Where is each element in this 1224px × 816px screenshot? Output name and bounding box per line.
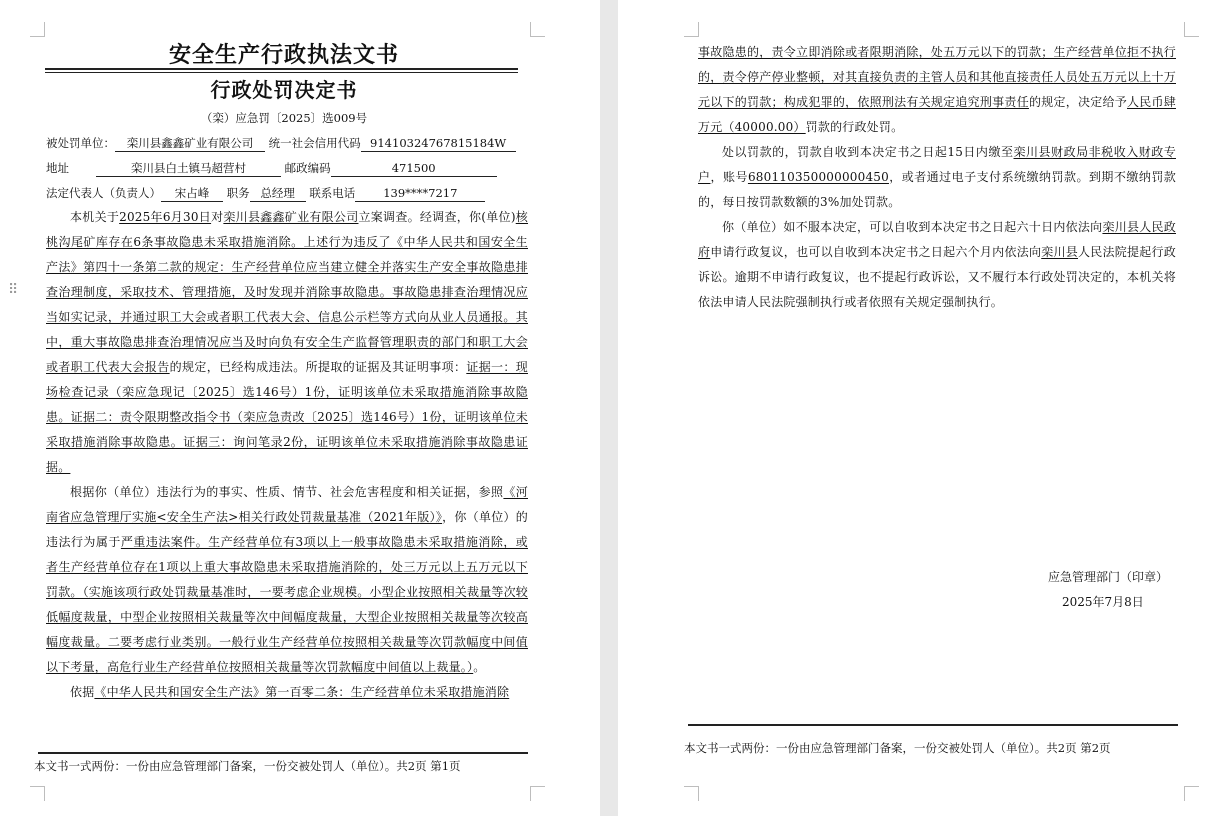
document-title: 安全生产行政执法文书 — [168, 42, 399, 68]
text-run: ，或者通过电子支付系统缴纳罚款。到期不缴纳罚款的，每日按罚款数额的3%加处罚款。 — [698, 170, 1176, 209]
address-value: 栾川县白土镇马超营村 — [96, 161, 281, 177]
text-run: 对 — [211, 210, 224, 224]
position-value: 总经理 — [250, 186, 306, 202]
phone-label: 联系电话 — [309, 186, 356, 200]
company-name-inline: 栾川县鑫鑫矿业有限公司 — [223, 210, 359, 224]
footer-rule — [688, 724, 1178, 726]
crop-mark-bottom-left — [684, 786, 699, 801]
page-footer: 本文书一式两份：一份由应急管理部门备案，一份交被处罚人（单位）。共2页 第2页 — [684, 741, 1111, 755]
violation-facts: 核桃沟尾矿库存在6条事故隐患未采取措施消除。上述行为违反了《中华人民共和国安全生产法》第四十一条第二款的规定：生产经营单位应当建立健全并落实生产安全事故隐患排查治理制度，采取技术、管理措施，及时发现并消除事故隐患。事故隐患排查治理情况应当如实记录，并通过职工大会或者职工代表大会、信息公示栏等方式向从业人员通报。其中，重大事故隐患排查治理情况应当及时向负有安全生产监督管理职责的部门和职工大会或者职工代表大会报告 — [46, 210, 529, 374]
text-run: 立案调查。经调查，你(单位) — [358, 210, 516, 224]
severity-description: 严重违法案件。生产经营单位有3项以上一般事故隐患未采取措施消除，或者生产经营单位存在1项以上重大事故隐患未采取措施消除的，处三万元以上五万元以下罚款。（实施该项行政处罚裁量基准时，一要考虑企业规模。小型企业按照相关裁量等次较低幅度裁量，中型企业按照相关裁量等次中间幅度裁量，大型企业按照相关裁量等次较高幅度裁量。二要考虑行业类别。一般行业生产经营单位按照相关裁量等次罚款幅度中间值以下考量，高危行业生产经营单位按照相关裁量等次罚款幅度中间值以上裁量。） — [46, 535, 529, 674]
paragraph-findings — [46, 205, 528, 480]
party-row — [46, 135, 516, 152]
document-number: （栾）应急罚〔2025〕选009号 — [200, 111, 368, 125]
credit-code-value: 91410324767815184W — [361, 136, 516, 152]
address-label: 地址 — [46, 161, 69, 175]
representative-row — [46, 185, 485, 202]
page-gutter — [600, 0, 618, 816]
signature-date: 2025年7月8日 — [1062, 595, 1144, 609]
text-run: 你（单位）如不服本决定，可以自收到本决定书之日起六十日内依法向 — [722, 220, 1103, 234]
title-rule-thick — [45, 68, 518, 70]
party-label: 被处罚单位： — [46, 136, 115, 150]
representative-label: 法定代表人（负责人） — [46, 186, 161, 200]
penalty-amount: 人民币肆万元（40000.00） — [698, 95, 1176, 134]
phone-value: 139****7217 — [355, 186, 485, 202]
postcode-label: 邮政编码 — [284, 161, 331, 175]
seal-line: 应急管理部门（印章） — [1048, 570, 1169, 584]
crop-mark-bottom-right — [1184, 786, 1199, 801]
document-page-1 — [0, 0, 600, 816]
party-value: 栾川县鑫鑫矿业有限公司 — [115, 136, 265, 152]
address-row — [46, 160, 497, 177]
court-county: 栾川县 — [1041, 245, 1078, 259]
title-rule-thin — [45, 72, 518, 73]
investigation-date: 2025年6月30日 — [119, 210, 212, 224]
text-run: 。 — [473, 660, 486, 674]
body-text-page-2 — [698, 40, 1176, 315]
crop-mark-top-left — [684, 22, 699, 37]
text-run: 的规定，决定给予 — [1028, 95, 1128, 109]
text-run: 依据 — [70, 685, 95, 699]
grip-dots-icon[interactable]: ⠿ — [8, 282, 18, 298]
paragraph-basis — [46, 480, 528, 680]
text-run: 申请行政复议，也可以自收到本决定书之日起六个月内依法向 — [710, 245, 1042, 259]
paragraph-payment — [698, 140, 1176, 215]
text-run: 的规定，已经构成违法。所提取的证据及其证明事项： — [169, 360, 467, 374]
text-run: 罚款的行政处罚。 — [805, 120, 904, 134]
text-run: 本机关于 — [70, 210, 120, 224]
page-footer: 本文书一式两份：一份由应急管理部门备案，一份交被处罚人（单位）。共2页 第1页 — [34, 759, 461, 773]
postcode-value: 471500 — [331, 161, 497, 177]
evidence-list: 证据一：现场检查记录（栾应急现记〔2025〕选146号）1份，证明该单位未采取措施消除事故隐患。证据二：责令限期整改指令书（栾应急责改〔2025〕选146号）1份，证明该单位未采取措施消除事故隐患。证据三：询问笔录2份，证明该单位未采取措施消除事故隐患证据。 — [46, 360, 528, 474]
paragraph-appeal — [698, 215, 1176, 315]
document-page-2 — [618, 0, 1224, 816]
crop-mark-bottom-left — [30, 786, 45, 801]
account-number: 680110350000000450 — [747, 170, 889, 184]
representative-value: 宋占峰 — [161, 186, 223, 202]
review-authority: 栾川县人民政府 — [698, 220, 1176, 259]
body-text-page-1 — [46, 205, 528, 705]
crop-mark-top-left — [30, 22, 45, 37]
document-subtitle: 行政处罚决定书 — [210, 78, 358, 102]
position-label: 职务 — [226, 186, 250, 200]
text-run: 人民法院提起行政诉讼。逾期不申请行政复议，也不提起行政诉讼，又不履行本行政处罚决定的，本机关将依法申请人民法院强制执行或者依照有关规定强制执行。 — [698, 245, 1177, 309]
crop-mark-top-right — [1184, 22, 1199, 37]
text-run: 处以罚款的，罚款自收到本决定书之日起15日内缴至 — [722, 145, 1014, 159]
payee-account-name: 栾川县财政局非税收入财政专户 — [698, 145, 1176, 184]
paragraph-legal-basis-continued — [698, 40, 1176, 140]
legal-article: 《中华人民共和国安全生产法》第一百零二条：生产经营单位未采取措施消除 — [94, 685, 510, 699]
credit-code-label: 统一社会信用代码 — [268, 136, 361, 150]
crop-mark-top-right — [530, 22, 545, 37]
text-run: 根据你（单位）违法行为的事实、性质、情节、社会危害程度和相关证据，参照 — [70, 485, 504, 499]
crop-mark-bottom-right — [530, 786, 545, 801]
footer-rule — [38, 752, 528, 754]
text-run: ，你（单位）的违法行为属于 — [46, 510, 528, 549]
legal-article-continued: 事故隐患的，责令立即消除或者限期消除，处五万元以下的罚款；生产经营单位拒不执行的，责令停产停业整顿，对其直接负责的主管人员和其他直接责任人员处五万元以上十万元以下的罚款；构成犯罪的，依照刑法有关规定追究刑事责任 — [698, 45, 1176, 109]
reference-standard: 《河南省应急管理厅实施<安全生产法>相关行政处罚裁量基准（2021年版）》 — [46, 485, 528, 524]
text-run: ，账号 — [710, 170, 748, 184]
paragraph-legal-basis — [46, 680, 528, 705]
